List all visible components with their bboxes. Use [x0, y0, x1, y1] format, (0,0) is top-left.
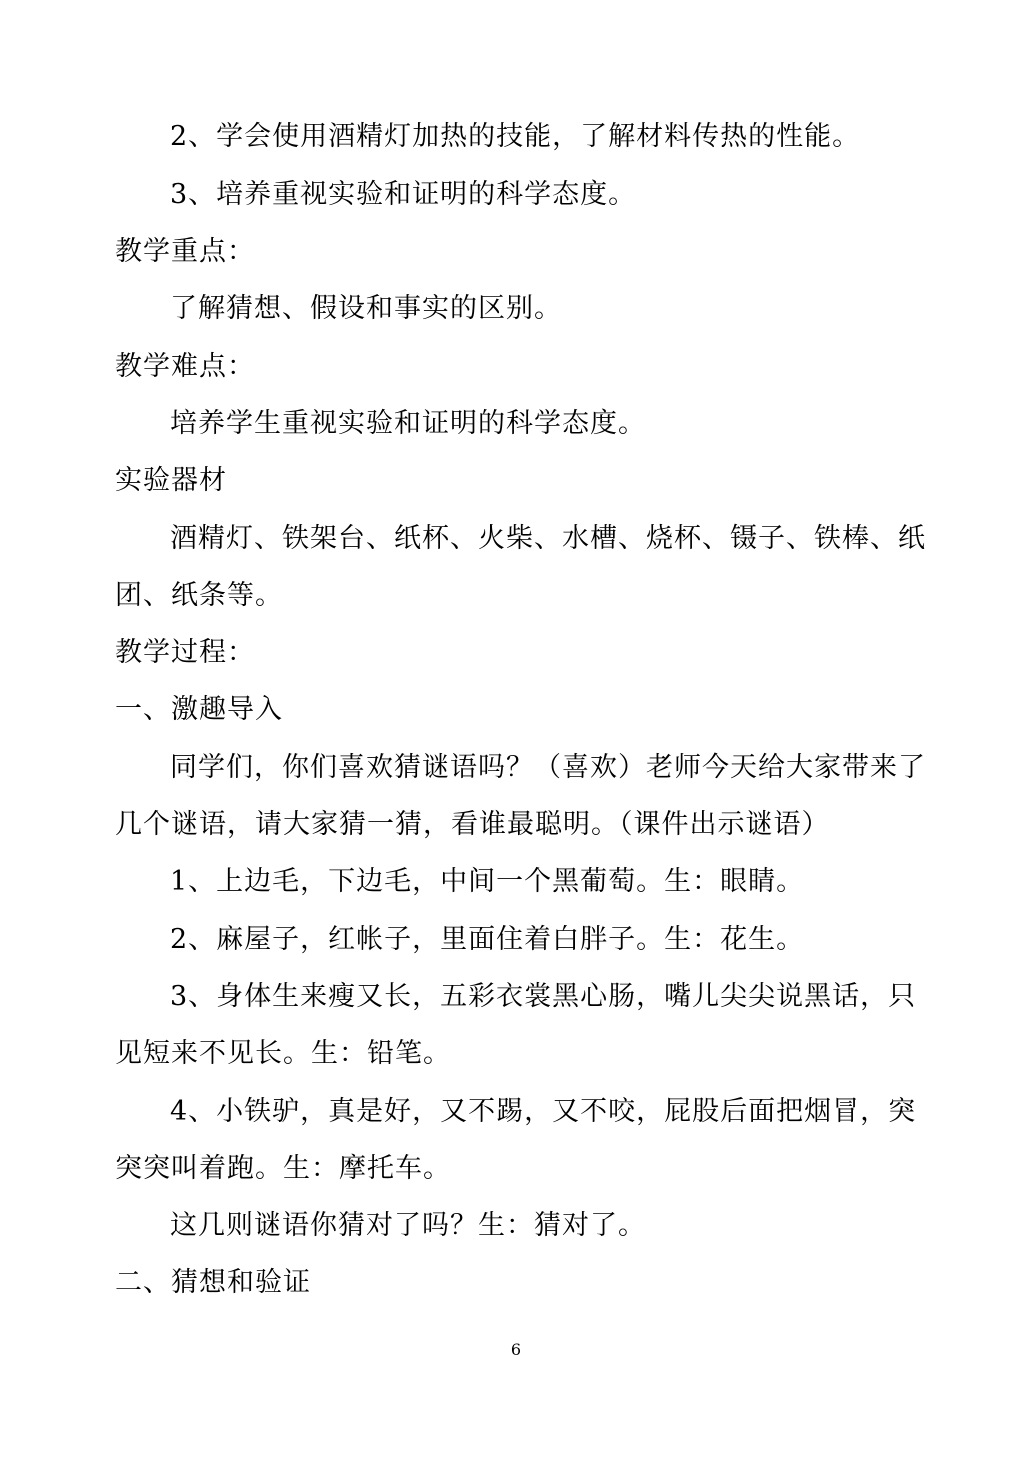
riddle-1: 1、上边毛，下边毛，中间一个黑葡萄。生：眼睛。 — [170, 866, 805, 897]
riddle-3-line-2: 见短来不见长。生：铅笔。 — [115, 1038, 451, 1069]
page-number: 6 — [510, 1340, 522, 1359]
riddle-4-line-1: 4、小铁驴，真是好，又不踢，又不咬，屁股后面把烟冒，突 — [170, 1096, 917, 1127]
riddle-4-line-2: 突突叫着跑。生：摩托车。 — [115, 1153, 451, 1184]
riddle-3-line-1: 3、身体生来瘦又长，五彩衣裳黑心肠，嘴儿尖尖说黑话，只 — [170, 981, 917, 1012]
intro-paragraph-line-1: 同学们，你们喜欢猜谜语吗？（喜欢）老师今天给大家带来了 — [170, 752, 926, 783]
heading-teaching-focus: 教学重点： — [115, 236, 255, 267]
riddle-2: 2、麻屋子，红帐子，里面住着白胖子。生：花生。 — [170, 924, 805, 955]
heading-equipment: 实验器材 — [115, 465, 227, 496]
objective-line-2: 2、学会使用酒精灯加热的技能，了解材料传热的性能。 — [170, 121, 861, 152]
section-heading-guess-verify: 二、猜想和验证 — [115, 1267, 311, 1298]
teaching-difficulty-text: 培养学生重视实验和证明的科学态度。 — [170, 408, 646, 439]
heading-teaching-difficulty: 教学难点： — [115, 351, 255, 382]
equipment-text-line-2: 团、纸条等。 — [115, 580, 283, 611]
intro-paragraph-line-2: 几个谜语，请大家猜一猜，看谁最聪明。（课件出示谜语） — [115, 809, 830, 840]
objective-line-3: 3、培养重视实验和证明的科学态度。 — [170, 179, 637, 210]
section-heading-intro: 一、激趣导入 — [115, 694, 283, 725]
teaching-focus-text: 了解猜想、假设和事实的区别。 — [170, 293, 562, 324]
riddle-summary: 这几则谜语你猜对了吗？生：猜对了。 — [170, 1210, 646, 1241]
equipment-text-line-1: 酒精灯、铁架台、纸杯、火柴、水槽、烧杯、镊子、铁棒、纸 — [170, 523, 926, 554]
heading-teaching-process: 教学过程： — [115, 637, 255, 668]
